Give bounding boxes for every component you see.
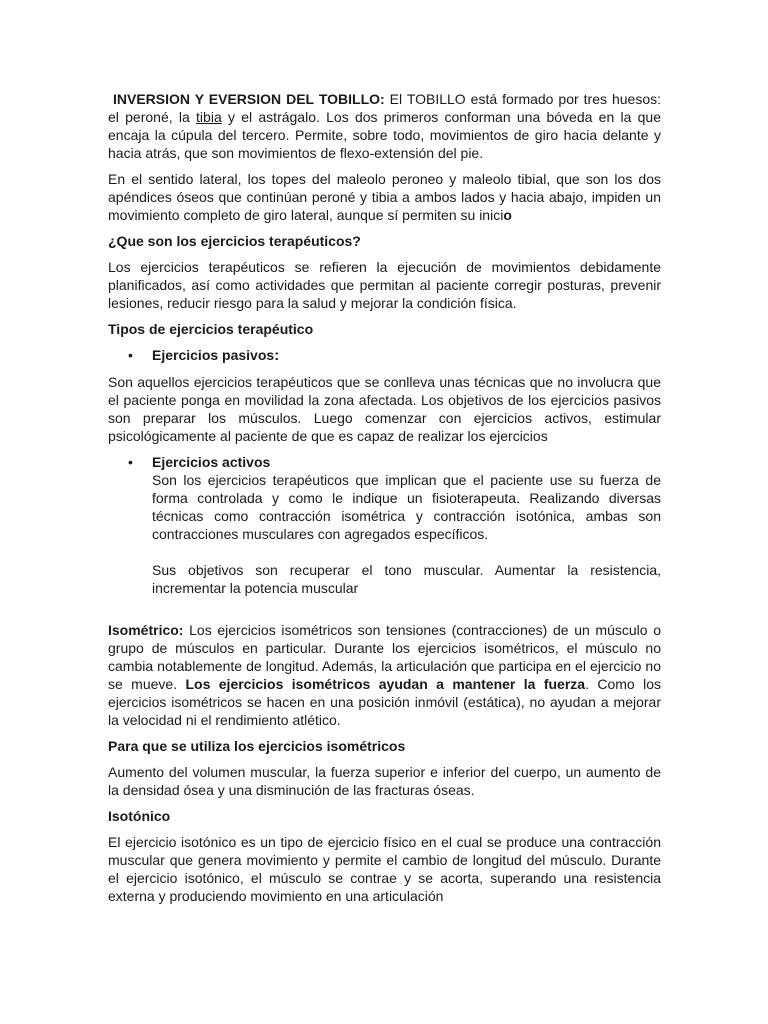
isometrico-paragraph: Isométrico: Los ejercicios isométricos son tensiones (contracciones) de un músculo o grupo de músculos en particular. Durante los ejercicios isométricos, el músculo no cambia notablemente de longitud. Además, la articulación que participa en el ejercicio no se mueve. Los ejercicios isométricos ayudan a mantener la fuerza. Como los ejercicios isométricos se hacen en una posición inmóvil (estática), no ayudan a mejorar la velocidad ni el rendimiento atlético. [108, 622, 661, 728]
bullet-icon: • [128, 454, 133, 470]
bullet-icon: • [128, 347, 133, 363]
isotonico-paragraph: El ejercicio isotónico es un tipo de ejercicio físico en el cual se produce una contracción muscular que genera movimiento y permite el cambio de longitud del músculo. Durante el ejercicio isotónico, el músculo se contrae y se acorta, superando una resistencia externa y produciendo movimiento en una articulación [108, 834, 661, 904]
definition-paragraph: Los ejercicios terapéuticos se refieren la ejecución de movimientos debidamente planificados, así como actividades que permitan al paciente corregir posturas, prevenir lesiones, reducir riesgo para la salud y mejorar la condición física. [108, 259, 661, 311]
question-heading: ¿Que son los ejercicios terapéuticos? [108, 233, 361, 249]
lateral-paragraph: En el sentido lateral, los topes del maleolo peroneo y maleolo tibial, que son los dos apéndices óseos que continúan peroné y tibia a ambos lados y hacia abajo, impiden un movimiento completo de giro lateral, aunque sí permiten su inicio [108, 171, 661, 223]
isotonico-heading: Isotónico [108, 808, 171, 824]
activos-title: Ejercicios activos [152, 454, 271, 470]
pasivos-paragraph: Son aquellos ejercicios terapéuticos que se conlleva unas técnicas que no involucra que el paciente ponga en movilidad la zona afectada. Los objetivos de los ejercicios pasivos son preparar los músculos. Luego comenzar con ejercicios activos, estimular psicológicamente al paciente de que es capaz de realizar los ejercicios [108, 374, 661, 444]
activos-objectives: Sus objetivos son recuperar el tono muscular. Aumentar la resistencia, incrementar la potencia muscular [152, 562, 661, 596]
isometrico-label: Isométrico: [108, 622, 184, 638]
list-item-activos [108, 453, 661, 597]
intro-paragraph: INVERSION Y EVERSION DEL TOBILLO: El TOBILLO está formado por tres huesos: el peroné, la tibia y el astrágalo. Los dos primeros conforman una bóveda en la que encaja la cúpula del tercero. Permite, sobre todo, movimientos de giro hacia delante y hacia atrás, que son movimientos de flexo-extensión del pie. [108, 91, 661, 161]
isometrico-bold-text: Los ejercicios isométricos ayudan a mantener la fuerza [185, 676, 586, 692]
tibia-underlined: tibia [196, 109, 222, 125]
pasivos-title: Ejercicios pasivos [152, 347, 275, 363]
document-body [108, 90, 661, 905]
types-heading: Tipos de ejercicios terapéutico [108, 321, 314, 337]
uses-heading: Para que se utiliza los ejercicios isométricos [108, 738, 406, 754]
intro-heading: INVERSION Y EVERSION DEL TOBILLO: [112, 91, 385, 107]
activos-paragraph: Son los ejercicios terapéuticos que implican que el paciente use su fuerza de forma controlada y como le indique un fisioterapeuta. Realizando diversas técnicas como contracción isométrica y contracción isotónica, ambas son contracciones musculares con agregados específicos. [152, 472, 661, 542]
uses-paragraph: Aumento del volumen muscular, la fuerza superior e inferior del cuerpo, un aumento de la densidad ósea y una disminución de las fracturas óseas. [108, 764, 661, 798]
list-item-pasivos: • Ejercicios pasivos: [128, 347, 280, 364]
